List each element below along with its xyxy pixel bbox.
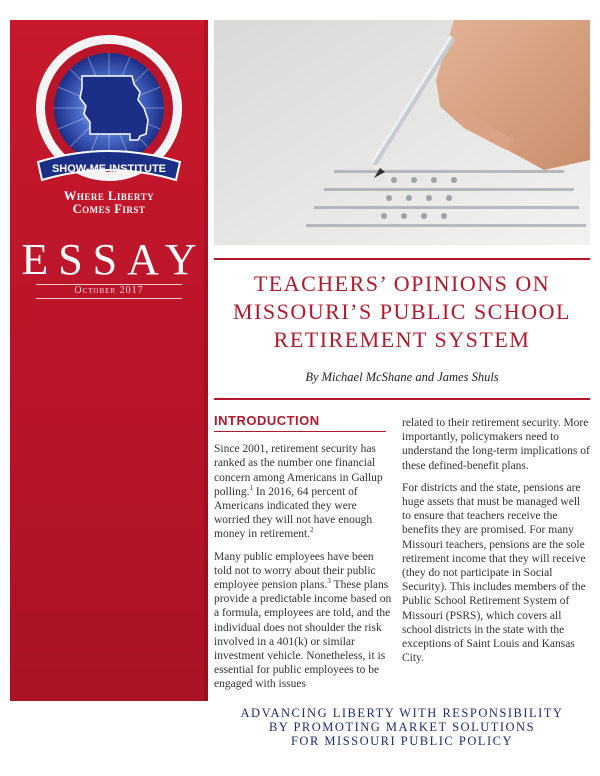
footnote-ref-3[interactable]: 3: [327, 577, 331, 586]
paragraph-2-text-b: These plans provide a predictable income based on a formula, employees are told, and the individual does not shoulder the risk involved in a 401(k) or similar investment vehicle. Nonetheless, it is essential for public employees to be engaged with issues: [214, 579, 392, 691]
footer-line-1: ADVANCING LIBERTY WITH RESPONSIBILITY: [240, 706, 564, 720]
footer-line-2: BY PROMOTING MARKET SOLUTIONS: [268, 720, 536, 734]
footnote-ref-2[interactable]: 2: [310, 526, 314, 535]
headline-rule-top: [214, 258, 590, 260]
right-column: [402, 416, 590, 673]
paragraph-2: [214, 550, 392, 692]
paragraph-1: [214, 442, 392, 541]
footer-slogan: [214, 706, 590, 748]
footnote-ref-1[interactable]: 1: [249, 483, 253, 492]
hand-writing-image: [214, 20, 590, 245]
paragraph-2-text-a: Many public employees have been told not to worry about their public employee pension plans.: [214, 550, 376, 592]
headline-rule-bottom: [214, 398, 590, 400]
paragraph-4: For districts and the state, pensions are huge assets that must be managed well to ensure that teachers receive the benefits they are promised. For many Missouri teachers, pensions are the sole retirement income that they will receive (they do not participate in Social Security). This includes members of the Public School Retirement System of Missouri (PSRS), which covers all school districts in the state with the exceptions of Saint Louis and Kansas City.: [402, 481, 586, 665]
tagline-line-1: Where Liberty: [63, 189, 155, 203]
essay-label: ESSAY: [21, 235, 207, 284]
paragraph-1-text-b: In 2016, 64 percent of Americans indicated they were worried they will not have enough money in retirement.: [214, 485, 373, 541]
left-column: [214, 414, 392, 700]
essay-date: October 2017: [74, 285, 144, 296]
tagline: [10, 190, 208, 216]
article-title: [214, 270, 590, 354]
tagline-line-2: Comes First: [72, 202, 146, 216]
hero-photo: [214, 20, 590, 245]
logo-banner-text: SHOW-ME INSTITUTE: [51, 163, 167, 175]
footer-line-3: FOR MISSOURI PUBLIC POLICY: [290, 734, 514, 748]
title-line-2: MISSOURI’S PUBLIC SCHOOL: [233, 299, 571, 324]
title-line-3: RETIREMENT SYSTEM: [273, 327, 531, 352]
logo-emblem-icon: [10, 22, 208, 197]
paragraph-1-text-a: Since 2001, retirement security has ranked as the number one financial concern among Americans in Gallup polling.: [214, 443, 383, 498]
title-line-1: TEACHERS’ OPINIONS ON: [253, 271, 551, 296]
paragraph-3: related to their retirement security. More importantly, policymakers need to understand the long-term implications of these defined-benefit plans.: [402, 417, 590, 472]
essay-divider-bottom: [36, 298, 182, 299]
byline: By Michael McShane and James Shuls: [305, 370, 499, 384]
section-heading: INTRODUCTION: [214, 414, 386, 432]
